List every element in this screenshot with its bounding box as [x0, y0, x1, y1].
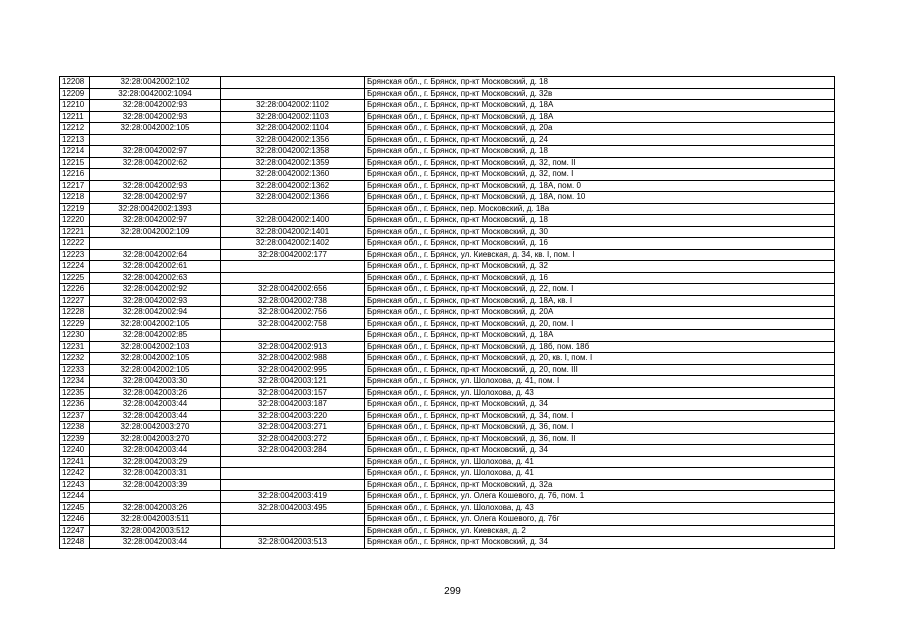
cadastral-number-cell: 32:28:0042002:1393 [90, 203, 221, 215]
address-cell: Брянская обл., г. Брянск, пер. Московский, д. 18а [365, 203, 835, 215]
cadastral-number-cell: 32:28:0042003:29 [90, 456, 221, 468]
address-cell: Брянская обл., г. Брянск, пр-кт Московский, д. 20а [365, 123, 835, 135]
row-number-cell: 12246 [60, 514, 90, 526]
cadastral-number-cell: 32:28:0042003:270 [90, 422, 221, 434]
address-cell: Брянская обл., г. Брянск, пр-кт Московский, д. 18А, пом. 0 [365, 180, 835, 192]
cadastral-number-secondary-cell: 32:28:0042002:913 [221, 341, 365, 353]
cadastral-number-secondary-cell [221, 77, 365, 89]
address-cell: Брянская обл., г. Брянск, пр-кт Московский, д. 20, пом. I [365, 318, 835, 330]
cadastral-number-secondary-cell: 32:28:0042003:419 [221, 491, 365, 503]
table-row [60, 502, 835, 514]
address-cell: Брянская обл., г. Брянск, пр-кт Московский, д. 16 [365, 272, 835, 284]
address-cell: Брянская обл., г. Брянск, пр-кт Московский, д. 18 [365, 77, 835, 89]
table-row [60, 318, 835, 330]
address-cell: Брянская обл., г. Брянск, пр-кт Московский, д. 32, пом. I [365, 169, 835, 181]
row-number-cell: 12220 [60, 215, 90, 227]
row-number-cell: 12231 [60, 341, 90, 353]
cadastral-number-secondary-cell: 32:28:0042003:513 [221, 537, 365, 549]
row-number-cell: 12211 [60, 111, 90, 123]
cadastral-number-cell: 32:28:0042003:44 [90, 410, 221, 422]
table-row [60, 226, 835, 238]
table-row [60, 88, 835, 100]
cadastral-number-secondary-cell: 32:28:0042002:756 [221, 307, 365, 319]
cadastral-number-cell: 32:28:0042003:39 [90, 479, 221, 491]
cadastral-number-cell: 32:28:0042002:105 [90, 364, 221, 376]
row-number-cell: 12241 [60, 456, 90, 468]
address-cell: Брянская обл., г. Брянск, пр-кт Московский, д. 22, пом. I [365, 284, 835, 296]
cadastral-number-secondary-cell: 32:28:0042002:1104 [221, 123, 365, 135]
address-cell: Брянская обл., г. Брянск, пр-кт Московский, д. 20, кв. I, пом. I [365, 353, 835, 365]
row-number-cell: 12208 [60, 77, 90, 89]
table-row [60, 376, 835, 388]
cadastral-number-cell: 32:28:0042002:93 [90, 295, 221, 307]
table-row [60, 111, 835, 123]
row-number-cell: 12223 [60, 249, 90, 261]
table-row [60, 284, 835, 296]
row-number-cell: 12226 [60, 284, 90, 296]
row-number-cell: 12235 [60, 387, 90, 399]
address-cell: Брянская обл., г. Брянск, пр-кт Московский, д. 36, пом. II [365, 433, 835, 445]
cadastral-number-secondary-cell: 32:28:0042002:1358 [221, 146, 365, 158]
cadastral-number-cell: 32:28:0042003:44 [90, 537, 221, 549]
row-number-cell: 12229 [60, 318, 90, 330]
address-cell: Брянская обл., г. Брянск, ул. Шолохова, д. 43 [365, 502, 835, 514]
row-number-cell: 12217 [60, 180, 90, 192]
address-cell: Брянская обл., г. Брянск, пр-кт Московский, д. 18А [365, 111, 835, 123]
address-cell: Брянская обл., г. Брянск, ул. Шолохова, д. 43 [365, 387, 835, 399]
address-cell: Брянская обл., г. Брянск, пр-кт Московский, д. 32а [365, 479, 835, 491]
cadastral-number-cell [90, 134, 221, 146]
cadastral-number-secondary-cell: 32:28:0042002:656 [221, 284, 365, 296]
cadastral-number-cell: 32:28:0042003:30 [90, 376, 221, 388]
registry-table [59, 76, 835, 549]
cadastral-number-cell: 32:28:0042002:105 [90, 318, 221, 330]
row-number-cell: 12247 [60, 525, 90, 537]
row-number-cell: 12233 [60, 364, 90, 376]
address-cell: Брянская обл., г. Брянск, пр-кт Московский, д. 32 [365, 261, 835, 273]
row-number-cell: 12237 [60, 410, 90, 422]
cadastral-number-secondary-cell: 32:28:0042003:271 [221, 422, 365, 434]
row-number-cell: 12248 [60, 537, 90, 549]
cadastral-number-cell: 32:28:0042002:1094 [90, 88, 221, 100]
address-cell: Брянская обл., г. Брянск, ул. Олега Кошевого, д. 76, пом. 1 [365, 491, 835, 503]
cadastral-number-secondary-cell: 32:28:0042002:1366 [221, 192, 365, 204]
table-row [60, 456, 835, 468]
address-cell: Брянская обл., г. Брянск, пр-кт Московский, д. 18 [365, 215, 835, 227]
page-number: 299 [444, 586, 461, 597]
cadastral-number-cell: 32:28:0042002:102 [90, 77, 221, 89]
cadastral-number-cell: 32:28:0042002:61 [90, 261, 221, 273]
row-number-cell: 12230 [60, 330, 90, 342]
row-number-cell: 12215 [60, 157, 90, 169]
row-number-cell: 12209 [60, 88, 90, 100]
address-cell: Брянская обл., г. Брянск, пр-кт Московский, д. 18А [365, 330, 835, 342]
cadastral-number-cell: 32:28:0042003:44 [90, 399, 221, 411]
address-cell: Брянская обл., г. Брянск, пр-кт Московский, д. 34 [365, 399, 835, 411]
address-cell: Брянская обл., г. Брянск, ул. Шолохова, д. 41 [365, 468, 835, 480]
table-row [60, 514, 835, 526]
table-row [60, 341, 835, 353]
cadastral-number-secondary-cell [221, 88, 365, 100]
cadastral-number-cell: 32:28:0042003:31 [90, 468, 221, 480]
table-row [60, 146, 835, 158]
address-cell: Брянская обл., г. Брянск, пр-кт Московский, д. 18 [365, 146, 835, 158]
table-row [60, 180, 835, 192]
cadastral-number-secondary-cell [221, 479, 365, 491]
row-number-cell: 12243 [60, 479, 90, 491]
table-row [60, 399, 835, 411]
address-cell: Брянская обл., г. Брянск, пр-кт Московский, д. 30 [365, 226, 835, 238]
row-number-cell: 12210 [60, 100, 90, 112]
table-row [60, 479, 835, 491]
cadastral-number-cell: 32:28:0042002:103 [90, 341, 221, 353]
row-number-cell: 12212 [60, 123, 90, 135]
table-row [60, 445, 835, 457]
cadastral-number-secondary-cell [221, 525, 365, 537]
cadastral-number-secondary-cell: 32:28:0042002:738 [221, 295, 365, 307]
address-cell: Брянская обл., г. Брянск, пр-кт Московский, д. 24 [365, 134, 835, 146]
table-row [60, 238, 835, 250]
table-row [60, 387, 835, 399]
row-number-cell: 12214 [60, 146, 90, 158]
cadastral-number-cell: 32:28:0042002:109 [90, 226, 221, 238]
table-row [60, 261, 835, 273]
cadastral-number-cell: 32:28:0042003:44 [90, 445, 221, 457]
table-row [60, 537, 835, 549]
cadastral-number-cell: 32:28:0042003:512 [90, 525, 221, 537]
table-row [60, 364, 835, 376]
table-row [60, 169, 835, 181]
cadastral-number-cell [90, 169, 221, 181]
address-cell: Брянская обл., г. Брянск, пр-кт Московский, д. 34, пом. I [365, 410, 835, 422]
cadastral-number-cell: 32:28:0042002:105 [90, 123, 221, 135]
cadastral-number-secondary-cell: 32:28:0042002:1359 [221, 157, 365, 169]
table-row [60, 410, 835, 422]
row-number-cell: 12225 [60, 272, 90, 284]
row-number-cell: 12234 [60, 376, 90, 388]
address-cell: Брянская обл., г. Брянск, ул. Киевская, д. 34, кв. I, пом. I [365, 249, 835, 261]
row-number-cell: 12232 [60, 353, 90, 365]
row-number-cell: 12228 [60, 307, 90, 319]
table-row [60, 123, 835, 135]
cadastral-number-secondary-cell: 32:28:0042002:988 [221, 353, 365, 365]
address-cell: Брянская обл., г. Брянск, пр-кт Московский, д. 34 [365, 445, 835, 457]
table-row [60, 77, 835, 89]
row-number-cell: 12244 [60, 491, 90, 503]
cadastral-number-cell: 32:28:0042002:85 [90, 330, 221, 342]
cadastral-number-cell: 32:28:0042003:26 [90, 387, 221, 399]
cadastral-number-secondary-cell: 32:28:0042002:1400 [221, 215, 365, 227]
cadastral-number-secondary-cell: 32:28:0042003:121 [221, 376, 365, 388]
address-cell: Брянская обл., г. Брянск, пр-кт Московский, д. 20, пом. III [365, 364, 835, 376]
cadastral-number-secondary-cell: 32:28:0042002:1102 [221, 100, 365, 112]
cadastral-number-cell: 32:28:0042002:93 [90, 100, 221, 112]
table-row [60, 307, 835, 319]
address-cell: Брянская обл., г. Брянск, пр-кт Московский, д. 16 [365, 238, 835, 250]
cadastral-number-secondary-cell [221, 468, 365, 480]
address-cell: Брянская обл., г. Брянск, пр-кт Московский, д. 32, пом. II [365, 157, 835, 169]
cadastral-number-secondary-cell: 32:28:0042002:1103 [221, 111, 365, 123]
row-number-cell: 12221 [60, 226, 90, 238]
row-number-cell: 12224 [60, 261, 90, 273]
cadastral-number-secondary-cell: 32:28:0042003:495 [221, 502, 365, 514]
table-row [60, 215, 835, 227]
cadastral-number-cell: 32:28:0042002:62 [90, 157, 221, 169]
table-row [60, 295, 835, 307]
address-cell: Брянская обл., г. Брянск, пр-кт Московский, д. 18А [365, 100, 835, 112]
address-cell: Брянская обл., г. Брянск, пр-кт Московский, д. 18А, кв. I [365, 295, 835, 307]
cadastral-number-cell: 32:28:0042002:97 [90, 146, 221, 158]
table-row [60, 422, 835, 434]
address-cell: Брянская обл., г. Брянск, пр-кт Московский, д. 18б, пом. 18б [365, 341, 835, 353]
row-number-cell: 12222 [60, 238, 90, 250]
table-row [60, 433, 835, 445]
cadastral-number-secondary-cell [221, 203, 365, 215]
table-row [60, 491, 835, 503]
cadastral-number-cell: 32:28:0042003:270 [90, 433, 221, 445]
cadastral-number-secondary-cell [221, 456, 365, 468]
row-number-cell: 12219 [60, 203, 90, 215]
cadastral-number-cell: 32:28:0042003:511 [90, 514, 221, 526]
cadastral-number-secondary-cell: 32:28:0042003:284 [221, 445, 365, 457]
table-row [60, 134, 835, 146]
row-number-cell: 12218 [60, 192, 90, 204]
table-row [60, 192, 835, 204]
row-number-cell: 12240 [60, 445, 90, 457]
row-number-cell: 12245 [60, 502, 90, 514]
table-row [60, 468, 835, 480]
cadastral-number-cell [90, 238, 221, 250]
cadastral-number-cell [90, 491, 221, 503]
address-cell: Брянская обл., г. Брянск, пр-кт Московский, д. 20А [365, 307, 835, 319]
cadastral-number-cell: 32:28:0042002:105 [90, 353, 221, 365]
table-row [60, 353, 835, 365]
cadastral-number-secondary-cell: 32:28:0042002:177 [221, 249, 365, 261]
row-number-cell: 12236 [60, 399, 90, 411]
address-cell: Брянская обл., г. Брянск, ул. Шолохова, д. 41, пом. I [365, 376, 835, 388]
cadastral-number-secondary-cell: 32:28:0042002:1356 [221, 134, 365, 146]
cadastral-number-secondary-cell [221, 261, 365, 273]
cadastral-number-secondary-cell [221, 330, 365, 342]
cadastral-number-secondary-cell: 32:28:0042002:758 [221, 318, 365, 330]
cadastral-number-cell: 32:28:0042002:97 [90, 215, 221, 227]
row-number-cell: 12239 [60, 433, 90, 445]
registry-table-body [60, 77, 835, 549]
address-cell: Брянская обл., г. Брянск, ул. Шолохова, д. 41 [365, 456, 835, 468]
cadastral-number-cell: 32:28:0042002:92 [90, 284, 221, 296]
table-row [60, 100, 835, 112]
cadastral-number-secondary-cell: 32:28:0042003:220 [221, 410, 365, 422]
row-number-cell: 12216 [60, 169, 90, 181]
cadastral-number-cell: 32:28:0042002:64 [90, 249, 221, 261]
cadastral-number-secondary-cell: 32:28:0042003:157 [221, 387, 365, 399]
cadastral-number-secondary-cell: 32:28:0042002:995 [221, 364, 365, 376]
cadastral-number-secondary-cell: 32:28:0042003:187 [221, 399, 365, 411]
cadastral-number-secondary-cell [221, 272, 365, 284]
table-row [60, 525, 835, 537]
table-row [60, 272, 835, 284]
row-number-cell: 12238 [60, 422, 90, 434]
cadastral-number-cell: 32:28:0042003:26 [90, 502, 221, 514]
cadastral-number-secondary-cell [221, 514, 365, 526]
table-row [60, 157, 835, 169]
cadastral-number-cell: 32:28:0042002:93 [90, 180, 221, 192]
row-number-cell: 12227 [60, 295, 90, 307]
row-number-cell: 12242 [60, 468, 90, 480]
cadastral-number-secondary-cell: 32:28:0042002:1360 [221, 169, 365, 181]
cadastral-number-secondary-cell: 32:28:0042002:1401 [221, 226, 365, 238]
cadastral-number-cell: 32:28:0042002:94 [90, 307, 221, 319]
cadastral-number-cell: 32:28:0042002:93 [90, 111, 221, 123]
cadastral-number-cell: 32:28:0042002:63 [90, 272, 221, 284]
address-cell: Брянская обл., г. Брянск, ул. Олега Кошевого, д. 76г [365, 514, 835, 526]
address-cell: Брянская обл., г. Брянск, пр-кт Московский, д. 32в [365, 88, 835, 100]
address-cell: Брянская обл., г. Брянск, ул. Киевская, д. 2 [365, 525, 835, 537]
row-number-cell: 12213 [60, 134, 90, 146]
table-row [60, 203, 835, 215]
address-cell: Брянская обл., г. Брянск, пр-кт Московский, д. 18А, пом. 10 [365, 192, 835, 204]
address-cell: Брянская обл., г. Брянск, пр-кт Московский, д. 36, пом. I [365, 422, 835, 434]
table-row [60, 330, 835, 342]
cadastral-number-cell: 32:28:0042002:97 [90, 192, 221, 204]
cadastral-number-secondary-cell: 32:28:0042002:1402 [221, 238, 365, 250]
address-cell: Брянская обл., г. Брянск, пр-кт Московский, д. 34 [365, 537, 835, 549]
cadastral-number-secondary-cell: 32:28:0042003:272 [221, 433, 365, 445]
table-row [60, 249, 835, 261]
cadastral-number-secondary-cell: 32:28:0042002:1362 [221, 180, 365, 192]
